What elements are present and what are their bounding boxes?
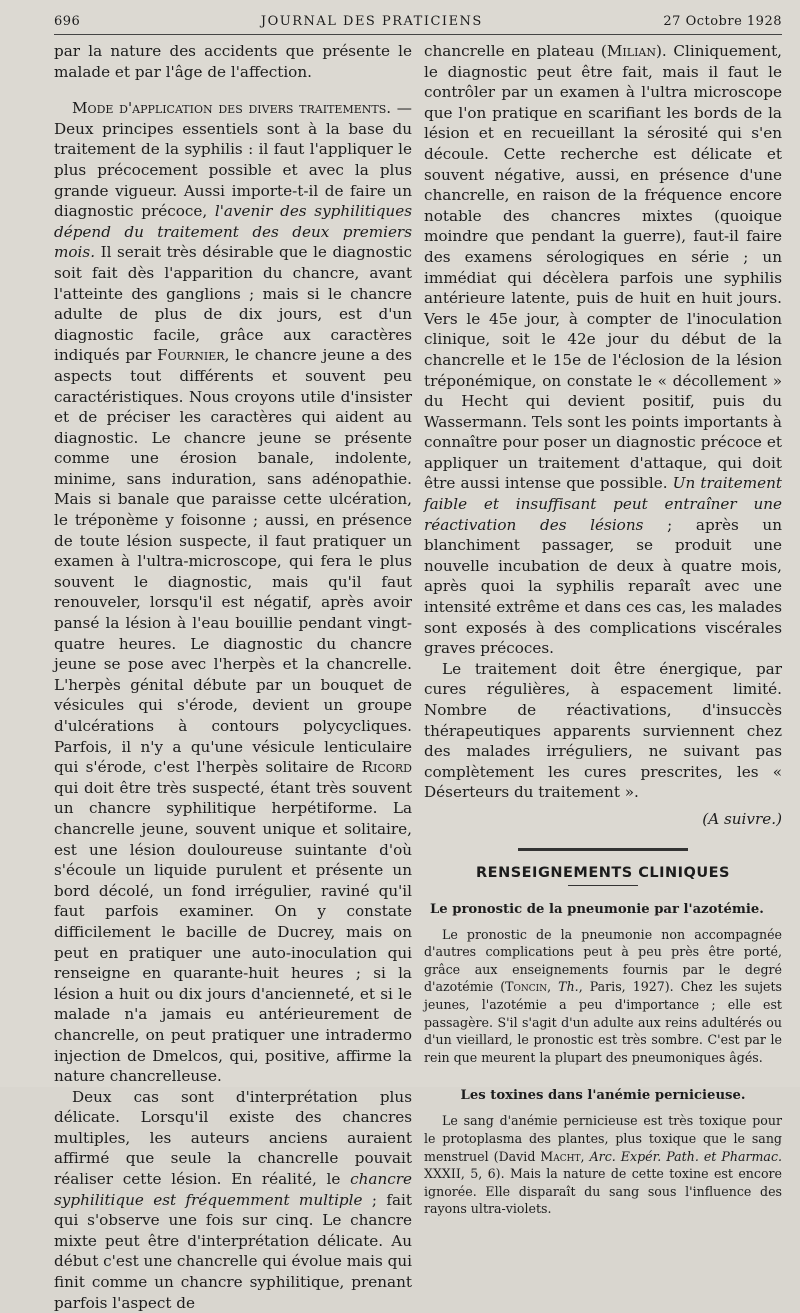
text-run: ; après un blanchiment passager, se produit une nouvelle incubation de deux à quatre mois, après quoi la syphilis reparaît avec une intensité extrême et dans ces cas, les malades sont exposés à des complications viscérales graves précoces. [424,515,782,658]
article-body [424,926,782,1067]
emphasis-text: l'avenir des syphilitiques dépend du traitement des deux premiers mois. [54,202,412,262]
text-run: , le chancre jeune a des aspects tout différents et souvent peu caractéristiques. Nous croyons utile d'insister et de préciser les caractères qui aident au diagnostic. Le chancre jeune se présente comme une érosion banale, indolente, minime, sans induration, sans adénopathie. Mais si banale que paraisse cette ulcération, le tréponème y foisonne ; aussi, en présence de toute lésion suspecte, il faut pratiquer un examen à l'ultra-microscope, qui fera le plus souvent le diagnostic, mais qu'il faut renouveler, lorsqu'il est négatif, après avoir pansé la lésion à l'eau bouillie pendant vingt-quatre heures. Le diagnostic du chancre jeune se pose avec l'herpès et la chancrelle. L'herpès génital débute par un bouquet de vésicules qui s'érode, devient un groupe d'ulcérations à contours polycycliques. Parfois, il n'y a qu'une vésicule lenticulaire qui s'érode, c'est l'herpès solitaire de [54,346,412,777]
paragraph: par la nature des accidents que présente le malade et par l'âge de l'affection. [54,42,412,81]
text-run: Le sang d'anémie pernicieuse est très toxique pour le protoplasma des plantes, plus toxique que le sang menstruel (David [424,1113,782,1164]
text-run: , [580,1148,590,1164]
article-title: Les toxines dans l'anémie pernicieuse. [460,1088,746,1104]
page-header [54,14,782,35]
emphasis-text: chancre syphilitique est fréquemment multiple [54,1170,412,1209]
author-name: Milian [606,42,656,60]
to-be-continued: (A suivre.) [702,809,782,828]
author-name: Fournier [157,346,225,365]
text-run: Le pronostic de la pneumonie non accompagnée d'autres complications peut à peu près être porté, grâce aux enseignements fournis par le degré d'azotémie ( [424,926,782,995]
paragraph [424,1112,782,1218]
left-column [54,41,412,1313]
emphasis-text: Th. [558,979,579,995]
journal-title: JOURNAL DES PRATICIENS [260,14,483,29]
author-name: Ricord [361,758,412,777]
text-run: chancrelle en plateau ( [424,42,607,60]
article-body [424,1112,782,1218]
text-run: XXXII, 5, 6). Mais la nature de cette toxine est encore ignorée. Elle disparaît du sang sous l'influence des rayons ultra-violets. [424,1166,782,1217]
title-underline [568,885,638,886]
emphasis-text: Arc. Expér. Path. et Pharmac. [589,1148,782,1164]
right-column [424,41,782,1313]
paragraph [424,926,782,1067]
paragraph [424,41,782,659]
text-run: ; fait qui s'observe une fois sur cinq. Le chancre mixte peut être d'interprétation délicate. Au début c'est une chancrelle qui évolue mais qui finit comme un chancre syphilitique, prenant parfois l'aspect de [54,1190,412,1312]
section-divider [518,848,688,851]
text-run: Il serait très désirable que le diagnostic soit fait dès l'apparition du chancre, avant l'atteinte des ganglions ; mais si le chancre adulte de plus de dix jours, est d'un diagnostic facile, grâce aux caractères indiqués par [54,243,412,365]
page-number: 696 [54,14,81,29]
text-run: Deux cas sont d'interprétation plus délicate. Lorsqu'il existe des chancres multiples, les auteurs anciens auraient affirmé que seule la chancrelle pouvait réaliser cette lésion. En réalité, le [54,1087,412,1189]
issue-date: 27 Octobre 1928 [663,14,782,29]
text-run: , Paris, 1927). Chez les sujets jeunes, l'azotémie a peu d'importance ; elle est passagère. S'il s'agit d'un adulte aux reins adultérés ou d'un vieillard, le pronostic est très sombre. C'est par le rein que meurent la plupart des pneumoniques âgés. [424,979,782,1065]
paragraph-delicate-cases [54,1087,412,1313]
article-title: Le pronostic de la pneumonie par l'azotémie. [430,901,764,917]
emphasis-text: Un traitement faible et insuffisant peut entraîner une réactivation des lésions [424,474,782,534]
text-run: — Deux principes essentiels sont à la base du traitement de la syphilis : il faut l'appliquer le plus précocement possible et avec la plus grande vigueur. Aussi importe-t-il de faire un diagnostic précoce, [54,99,412,221]
text-columns [54,41,782,1313]
paragraph: Le traitement doit être énergique, par cures régulières, à espacement limité. Nombre de réactivations, d'insuccès thérapeutiques apparents surviennent chez des malades irréguliers, ne suivant pas complètement les cures prescrites, les « Déserteurs du traitement ». [424,659,782,802]
paragraph-treatment-modes [54,98,412,1087]
text-run: ). Cliniquement, le diagnostic peut être fait, mais il faut le contrôler par un examen à l'ultra microscope que l'on pratique en scarifiant les bords de la lésion et en recueillant la sérosité qui s'en découle. Cette recherche est délicate et souvent négative, aussi, en présence d'une chancrelle, en raison de la fréquence encore notable des chancres mixtes (quoique moindre que pendant la guerre), faut-il faire des examens sérologiques en série ; un immédiat qui décèlera parfois une syphilis antérieure latente, puis de huit en huit jours. Vers le 45e jour, à compter de l'inoculation clinique, soit le 42e jour du début de la chancrelle et le 15e de l'éclosion de la lésion tréponémique, on constate le « décollement » du Hecht qui devient positif, puis du Wassermann. Tels sont les points importants à connaître pour poser un diagnostic précoce et appliquer un traitement d'attaque, qui doit être aussi intense que possible. [424,42,782,493]
author-name: Toncin [505,979,548,995]
author-name: Macht [540,1148,581,1164]
section-lead: Mode d'application des divers traitements. [72,99,392,118]
text-run: , [547,979,559,995]
section-title: RENSEIGNEMENTS CLINIQUES [476,864,730,881]
text-run: qui doit être très suspecté, étant très souvent un chancre syphilitique herpétiforme. La chancrelle jeune, souvent unique et solitaire, est une lésion douloureuse suintante d'où s'écoule un liquide purulent et présente un bord décolé, un fond irrégulier, raviné qu'il faut parfois examiner. On y constate difficilement le bacille de Ducrey, mais on peut en pratiquer une auto-inoculation qui renseigne en quarante-huit heures ; si la lésion a huit ou dix jours d'ancienneté, et si le malade n'a jamais eu antérieurement de chancrelle, on peut pratiquer une intradermo injection de Dmelcos, qui, positive, affirme la nature chancrelleuse. [54,778,412,1086]
